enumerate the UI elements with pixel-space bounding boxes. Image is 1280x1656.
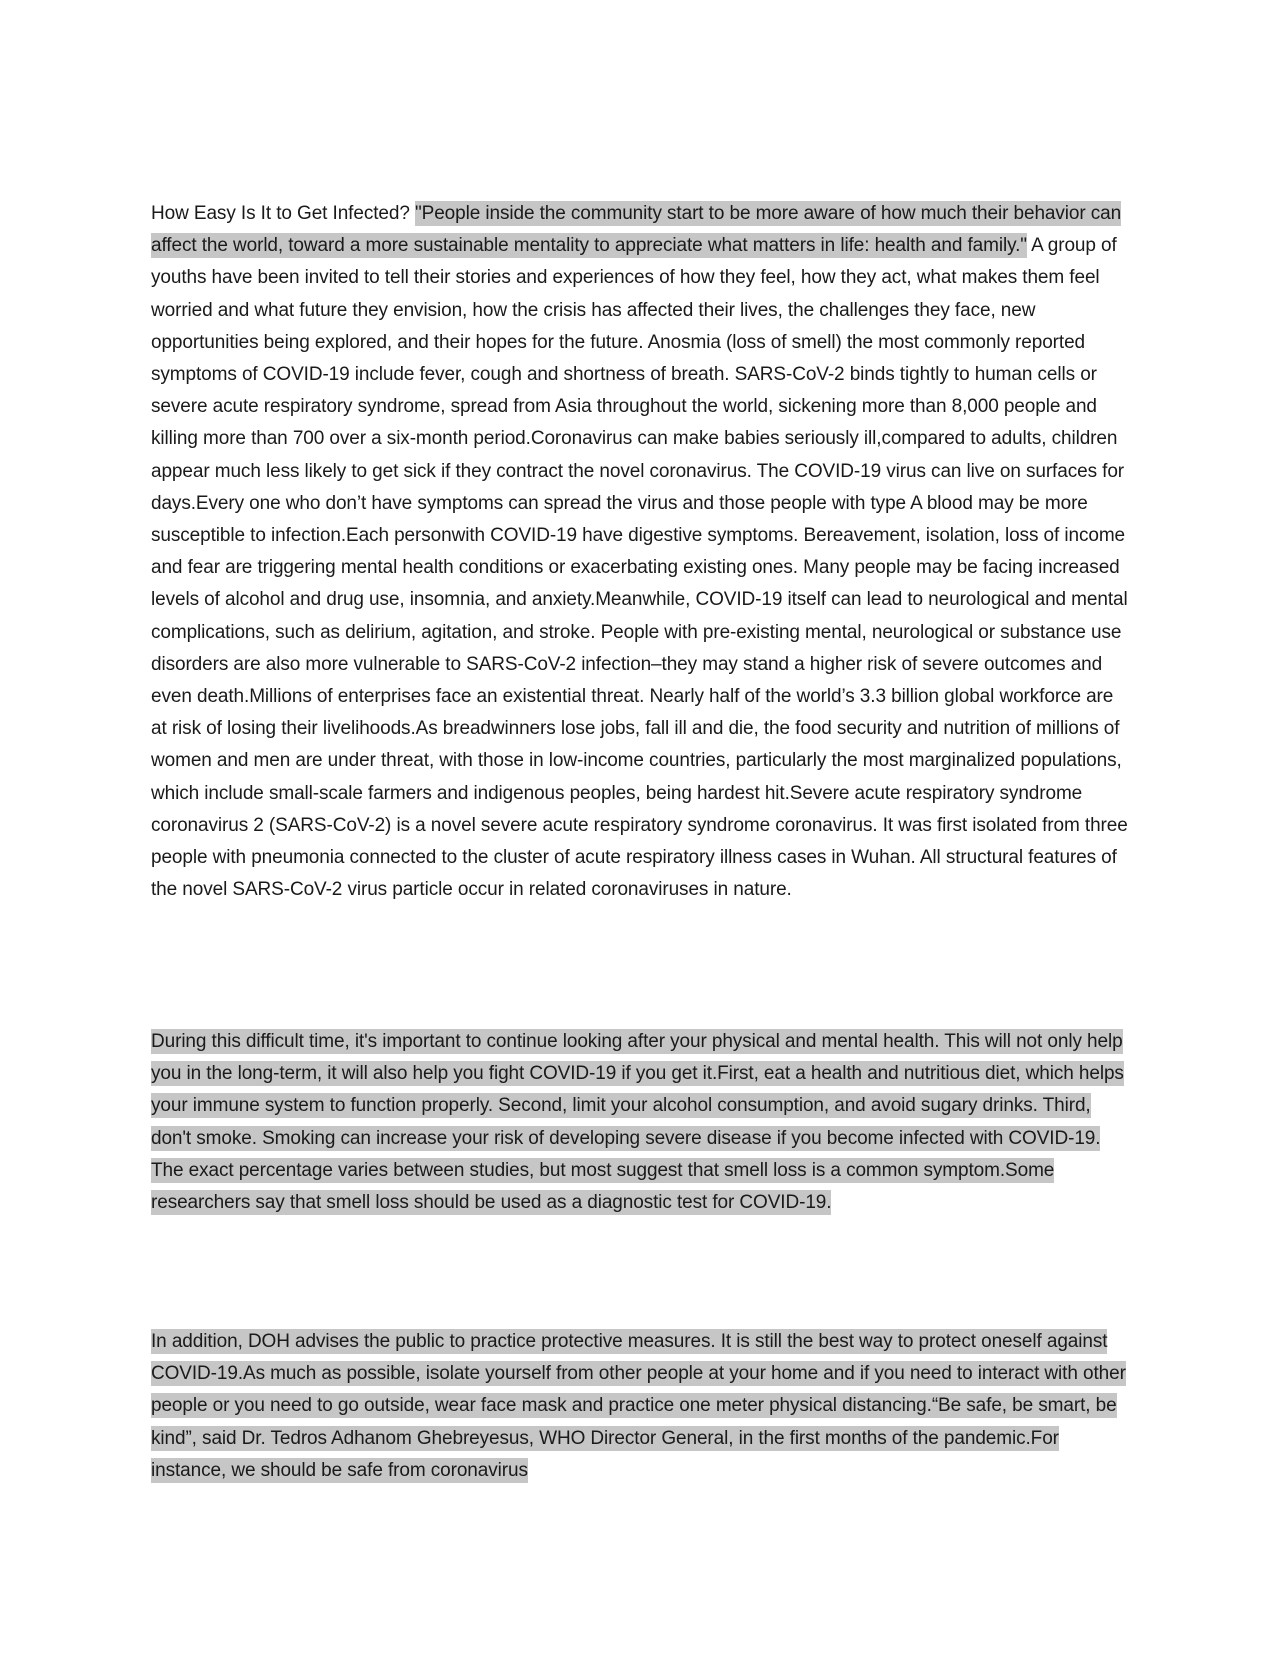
highlighted-quote: "People inside the community start to be more aware of how much their behavior can affect the world, toward a more sustainable mentality to appreciate what matters in life: health and family." (151, 203, 1122, 257)
paragraph-1 (151, 198, 1131, 906)
paragraph-2-highlighted-text: During this difficult time, it's important to continue looking after your physical and mental health. This will not only help you in the long-term, it will also help you fight COVID-19 if you get it.First, eat a health and nutritious diet, which helps your immune system to function properly. Second, limit your alcohol consumption, and avoid sugary drinks. Third, don't smoke. Smoking can increase your risk of developing severe disease if you become infected with COVID-19. The exact percentage varies between studies, but most suggest that smell loss is a common symptom.Some researchers say that smell loss should be used as a diagnostic test for COVID-19. (151, 1031, 1124, 1214)
paragraph-3-highlighted-text: In addition, DOH advises the public to practice protective measures. It is still the best way to protect oneself against COVID-19.As much as possible, isolate yourself from other people at your home and if you need to interact with other people or you need to go outside, wear face mask and practice one meter physical distancing.“Be safe, be smart, be kind”, said Dr. Tedros Adhanom Ghebreyesus, WHO Director General, in the first months of the pandemic.For instance, we should be safe from coronavirus (151, 1331, 1126, 1481)
paragraph-3 (151, 1326, 1131, 1487)
paragraph-2 (151, 1026, 1131, 1219)
paragraph-1-body: A group of youths have been invited to tell their stories and experiences of how they feel, how they act, what makes them feel worried and what future they envision, how the crisis has affected their lives, the challenges they face, new opportunities being explored, and their hopes for the future. Anosmia (loss of smell) the most commonly reported symptoms of COVID-19 include fever, cough and shortness of breath. SARS-CoV-2 binds tightly to human cells or severe acute respiratory syndrome, spread from Asia throughout the world, sickening more than 8,000 people and killing more than 700 over a six-month period.Coronavirus can make babies seriously ill,compared to adults, children appear much less likely to get sick if they contract the novel coronavirus. The COVID-19 virus can live on surfaces for days.Every one who don’t have symptoms can spread the virus and those people with type A blood may be more susceptible to infection.Each personwith COVID-19 have digestive symptoms. Bereavement, isolation, loss of income and fear are triggering mental health conditions or exacerbating existing ones. Many people may be facing increased levels of alcohol and drug use, insomnia, and anxiety.Meanwhile, COVID-19 itself can lead to neurological and mental complications, such as delirium, agitation, and stroke. People with pre-existing mental, neurological or substance use disorders are also more vulnerable to SARS-CoV-2 infection–they may stand a higher risk of severe outcomes and even death.Millions of enterprises face an existential threat. Nearly half of the world’s 3.3 billion global workforce are at risk of losing their livelihoods.As breadwinners lose jobs, fall ill and die, the food security and nutrition of millions of women and men are under threat, with those in low-income countries, particularly the most marginalized populations, which include small-scale farmers and indigenous peoples, being hardest hit.Severe acute respiratory syndrome coronavirus 2 (SARS-CoV-2) is a novel severe acute respiratory syndrome coronavirus. It was first isolated from three people with pneumonia connected to the cluster of acute respiratory illness cases in Wuhan. All structural features of the novel SARS-CoV-2 virus particle occur in related coronaviruses in nature. (151, 235, 1128, 901)
paragraph-1-intro: How Easy Is It to Get Infected? (151, 203, 415, 224)
